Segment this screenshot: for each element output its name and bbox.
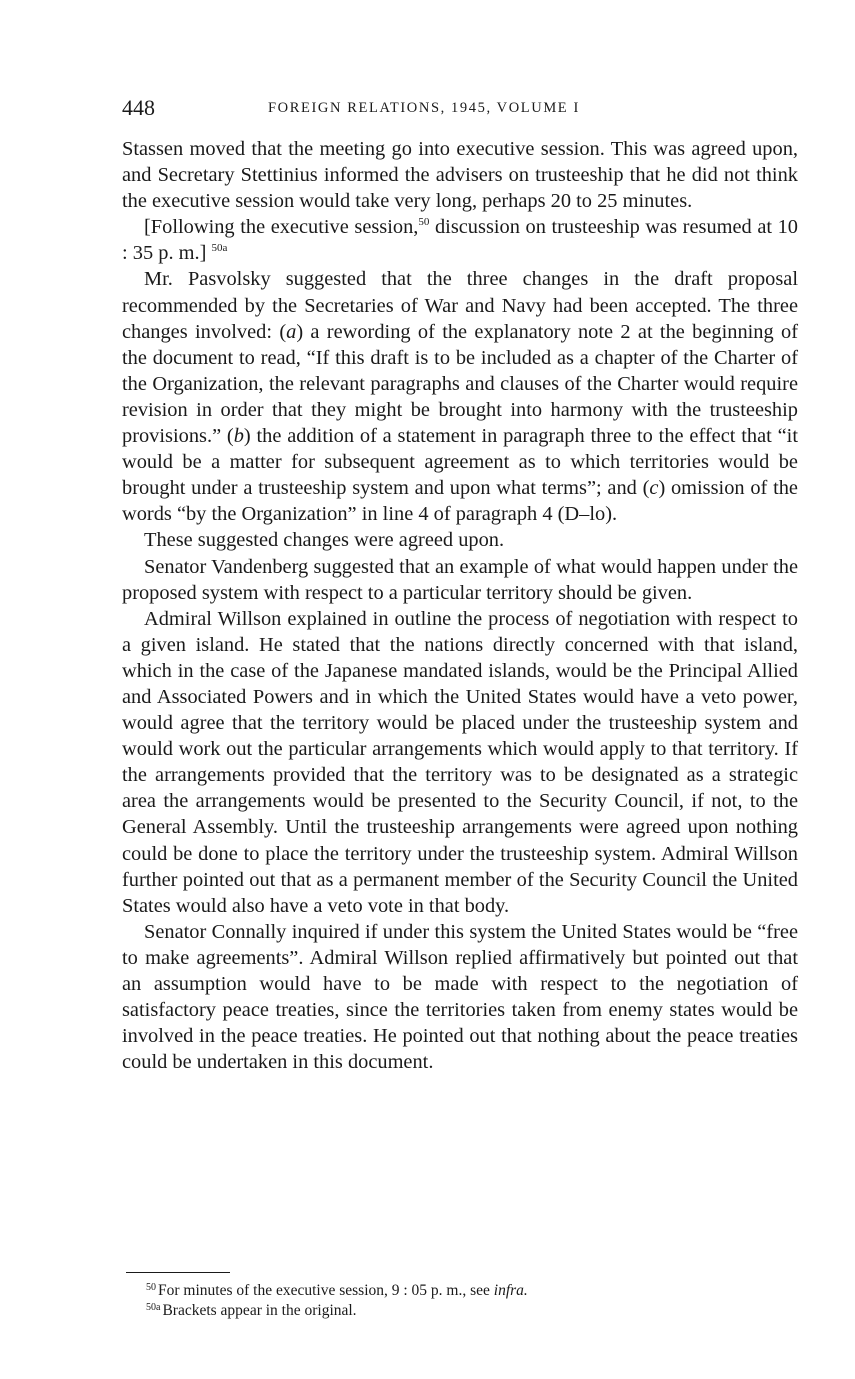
paragraph-3-text-a: Mr. Pasvolsky suggested that the three changes in the draft proposal recommended by the Secretaries of War and Navy had been accepted. The three changes involved: ( (122, 268, 798, 343)
item-letter-b: b (233, 425, 244, 448)
footnote-divider (126, 1272, 230, 1273)
paragraph-2-text-b: discussion on trusteeship was resumed at 10 : 35 p. m.] (122, 216, 798, 265)
paragraph-5: Senator Vandenberg suggested that an example of what would happen under the proposed system with respect to a particular territory should be given. (122, 555, 798, 604)
footnote-ref-50a: 50a (211, 242, 228, 255)
paragraph-6: Admiral Willson explained in outline the process of negotiation with respect to a given island. He stated that the nations directly concerned with that island, which in the case of the Japanese mandated islands, would be the Principal Allied and Associated Powers and in which the United States would have a veto power, would agree that the territory would be placed under the trusteeship system and would work out the particular arrangements which would apply to that territory. If the arrangements provided that the territory was to be designated as a strategic area the arrangements would be presented to the Security Council, if not, to the General Assembly. Until the trusteeship arrangements were agreed upon nothing could be done to place the territory under the trusteeship system. Admiral Willson further pointed out that as a permanent member of the Security Council the United States would also have a veto vote in that body. (122, 607, 798, 917)
footnote-50a-text: Brackets appear in the original. (162, 1301, 357, 1319)
paragraph-2-text-a: [Following the executive session, (144, 216, 419, 239)
body-text (122, 136, 798, 1075)
page-header (122, 94, 798, 122)
paragraph-3-text-b: ) a rewording of the explanatory note 2 at the beginning of the document to read, “If this draft is to be included as a chapter of the Charter of the Organization, the relevant paragraphs and clauses of the Charter would require revision in order that they might be brought into harmony with the trusteeship provisions.” ( (122, 320, 798, 448)
footnote-50-italic: infra. (493, 1282, 528, 1299)
footnote-ref-50: 50 (418, 216, 430, 229)
paragraph-1: Stassen moved that the meeting go into executive session. This was agreed upon, and Secretary Stettinius informed the advisers on trusteeship that he did not think the executive session would take very long, perhaps 20 to 25 minutes. (122, 138, 798, 213)
paragraph-3-text-d: ) omission of the words “by the Organization” in line 4 of paragraph 4 (D–lo). (122, 477, 798, 526)
footnotes (146, 1281, 798, 1320)
item-letter-a: a (286, 320, 297, 343)
paragraph-4: These suggested changes were agreed upon. (144, 529, 505, 552)
running-head: FOREIGN RELATIONS, 1945, VOLUME I (268, 100, 580, 116)
footnote-mark-50a: 50a (146, 1301, 161, 1313)
paragraph-7: Senator Connally inquired if under this system the United States would be “free to make agreements”. Admiral Willson replied affirmatively but pointed out that an assumption would have to be made with respect to the negotiation of satisfactory peace treaties, since the territories taken from enemy states would be involved in the peace treaties. He pointed out that nothing about the peace treaties could be undertaken in this document. (122, 920, 798, 1074)
footnote-50 (146, 1281, 798, 1301)
page-number: 448 (122, 95, 155, 120)
footnote-50-text: For minutes of the executive session, 9 : 05 p. m., see (158, 1282, 494, 1299)
paragraph-3-text-c: ) the addition of a statement in paragraph three to the effect that “it would be a matter for subsequent agreement as to which territories would be brought under a trusteeship system and upon what terms”; and ( (122, 425, 798, 500)
footnote-mark-50: 50 (146, 1282, 156, 1293)
item-letter-c: c (649, 477, 659, 500)
paragraph-2 (122, 214, 798, 266)
footnote-50a (146, 1301, 798, 1321)
paragraph-3 (122, 266, 798, 527)
